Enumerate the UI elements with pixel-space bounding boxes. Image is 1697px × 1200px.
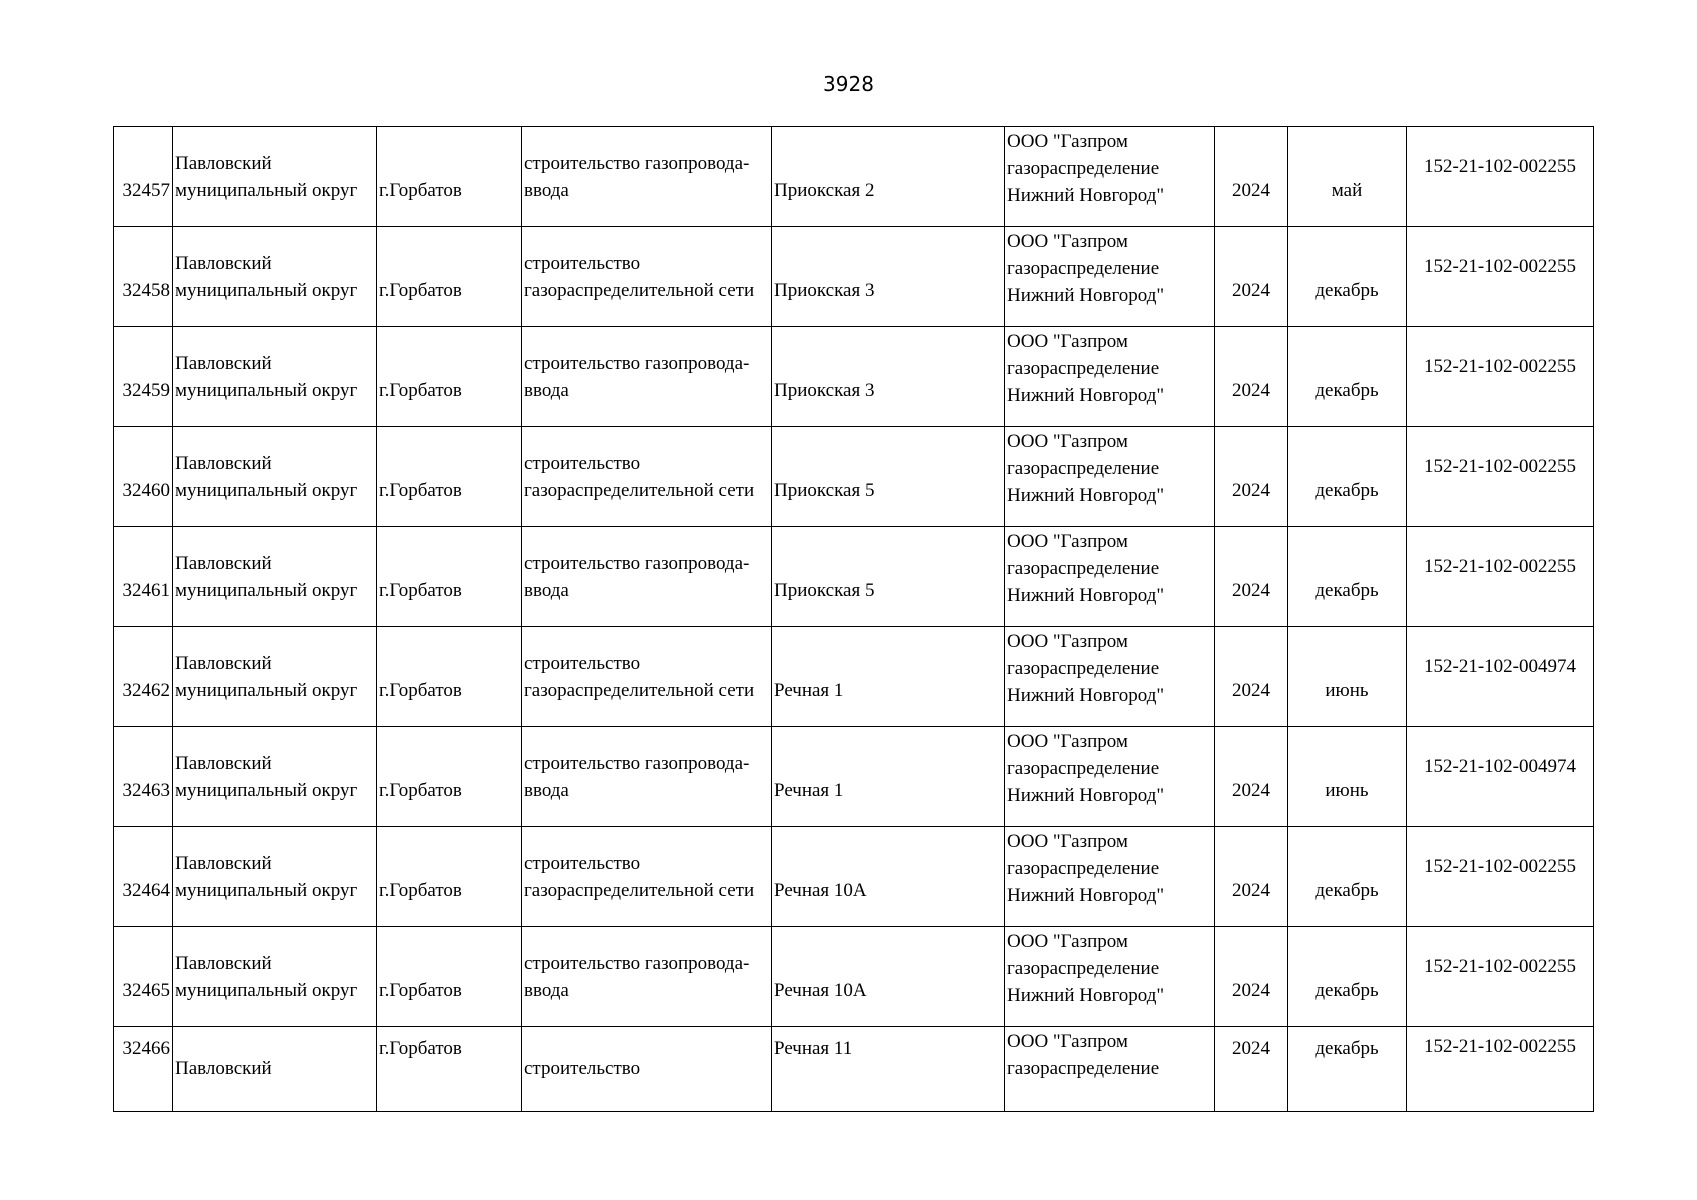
cell-line: муниципальный округ [175,180,358,201]
work-type-cell [522,627,772,727]
district-cell [173,1027,377,1112]
cell-line: Павловский [175,853,272,874]
cell-line: ООО "Газпром [1007,931,1128,952]
month-cell: декабрь [1288,327,1407,427]
work-type-cell [522,327,772,427]
street-cell: Приокская 5 [772,527,1005,627]
district-cell [173,827,377,927]
row-number: 32465 [114,927,173,1027]
cell-line: строительство [524,453,641,474]
street-cell: Речная 10А [772,827,1005,927]
cell-line: Нижний Новгород" [1007,185,1165,206]
code-cell: 152-21-102-004974 [1407,627,1594,727]
cell-line: ООО "Газпром [1007,231,1128,252]
cell-line: Нижний Новгород" [1007,285,1165,306]
table-row [114,327,1594,427]
row-number: 32463 [114,727,173,827]
locality-cell: г.Горбатов [377,527,522,627]
row-number: 32458 [114,227,173,327]
table-row [114,427,1594,527]
cell-line: муниципальный округ [175,380,358,401]
work-type-cell [522,1027,772,1112]
cell-line: муниципальный округ [175,580,358,601]
district-cell [173,927,377,1027]
cell-line: Павловский [175,253,272,274]
cell-line: Нижний Новгород" [1007,785,1165,806]
street-cell: Речная 11 [772,1027,1005,1112]
cell-line: Павловский [175,653,272,674]
locality-cell: г.Горбатов [377,927,522,1027]
locality-cell: г.Горбатов [377,327,522,427]
work-type-cell [522,927,772,1027]
code-cell: 152-21-102-002255 [1407,327,1594,427]
cell-line: газораспределение [1007,558,1160,579]
code-cell: 152-21-102-004974 [1407,727,1594,827]
cell-line: Павловский [175,453,272,474]
cell-line: ООО "Газпром [1007,531,1128,552]
row-number: 32464 [114,827,173,927]
table-row [114,227,1594,327]
cell-line: ввода [524,380,569,401]
cell-line: муниципальный округ [175,780,358,801]
street-cell: Речная 10А [772,927,1005,1027]
year-cell: 2024 [1215,927,1288,1027]
code-cell: 152-21-102-002255 [1407,927,1594,1027]
street-cell: Приокская 2 [772,127,1005,227]
year-cell: 2024 [1215,727,1288,827]
district-cell [173,527,377,627]
month-cell: июнь [1288,727,1407,827]
street-cell: Приокская 5 [772,427,1005,527]
organization-cell [1005,1027,1215,1112]
cell-line: газораспределительной сети [524,680,755,701]
district-cell [173,427,377,527]
table-row [114,927,1594,1027]
work-type-cell [522,427,772,527]
organization-cell [1005,327,1215,427]
cell-line: Нижний Новгород" [1007,585,1165,606]
month-cell: декабрь [1288,827,1407,927]
cell-line: газораспределительной сети [524,880,755,901]
table-row [114,627,1594,727]
district-cell [173,227,377,327]
work-type-cell [522,827,772,927]
street-cell: Речная 1 [772,727,1005,827]
cell-line: Павловский [175,953,272,974]
cell-line: газораспределение [1007,158,1160,179]
cell-line: строительство [524,253,641,274]
cell-line: строительство газопровода- [524,153,750,174]
year-cell: 2024 [1215,127,1288,227]
cell-line: строительство газопровода- [524,953,750,974]
locality-cell: г.Горбатов [377,127,522,227]
cell-line: Павловский [175,553,272,574]
cell-line: газораспределение [1007,1058,1160,1079]
month-cell: декабрь [1288,427,1407,527]
locality-cell: г.Горбатов [377,1027,522,1112]
year-cell: 2024 [1215,327,1288,427]
code-cell: 152-21-102-002255 [1407,827,1594,927]
row-number: 32460 [114,427,173,527]
month-cell: декабрь [1288,227,1407,327]
year-cell: 2024 [1215,627,1288,727]
month-cell: июнь [1288,627,1407,727]
locality-cell: г.Горбатов [377,227,522,327]
organization-cell [1005,427,1215,527]
year-cell: 2024 [1215,227,1288,327]
cell-line: Нижний Новгород" [1007,685,1165,706]
cell-line: газораспределение [1007,658,1160,679]
cell-line: ООО "Газпром [1007,731,1128,752]
cell-line: ООО "Газпром [1007,331,1128,352]
cell-line: муниципальный округ [175,480,358,501]
organization-cell [1005,127,1215,227]
year-cell: 2024 [1215,827,1288,927]
cell-line: газораспределение [1007,858,1160,879]
cell-line: Нижний Новгород" [1007,885,1165,906]
row-number: 32462 [114,627,173,727]
table-row [114,127,1594,227]
cell-line: Павловский [175,153,272,174]
cell-line: ввода [524,780,569,801]
locality-cell: г.Горбатов [377,427,522,527]
table-row [114,527,1594,627]
street-cell: Приокская 3 [772,227,1005,327]
cell-line: газораспределительной сети [524,480,755,501]
cell-line: Павловский [175,353,272,374]
cell-line: строительство [524,1058,641,1079]
work-type-cell [522,727,772,827]
table-row-partial [114,1027,1594,1112]
locality-cell: г.Горбатов [377,727,522,827]
district-cell [173,127,377,227]
row-number: 32466 [114,1027,173,1112]
code-cell: 152-21-102-002255 [1407,527,1594,627]
cell-line: строительство газопровода- [524,353,750,374]
cell-line: газораспределение [1007,758,1160,779]
cell-line: ООО "Газпром [1007,831,1128,852]
cell-line: ввода [524,580,569,601]
cell-line: муниципальный округ [175,880,358,901]
work-type-cell [522,127,772,227]
code-cell: 152-21-102-002255 [1407,227,1594,327]
cell-line: строительство [524,653,641,674]
cell-line: муниципальный округ [175,980,358,1001]
row-number: 32461 [114,527,173,627]
table-row [114,727,1594,827]
cell-line: газораспределительной сети [524,280,755,301]
cell-line: Нижний Новгород" [1007,485,1165,506]
cell-line: газораспределение [1007,258,1160,279]
locality-cell: г.Горбатов [377,827,522,927]
cell-line: Нижний Новгород" [1007,985,1165,1006]
district-cell [173,627,377,727]
organization-cell [1005,627,1215,727]
cell-line: газораспределение [1007,958,1160,979]
table-row [114,827,1594,927]
cell-line: строительство газопровода- [524,753,750,774]
month-cell: декабрь [1288,527,1407,627]
cell-line: муниципальный округ [175,680,358,701]
year-cell: 2024 [1215,527,1288,627]
cell-line: газораспределение [1007,358,1160,379]
month-cell: декабрь [1288,927,1407,1027]
month-cell: декабрь [1288,1027,1407,1112]
district-cell [173,727,377,827]
cell-line: ввода [524,180,569,201]
cell-line: муниципальный округ [175,280,358,301]
row-number: 32457 [114,127,173,227]
street-cell: Речная 1 [772,627,1005,727]
organization-cell [1005,827,1215,927]
cell-line: ввода [524,980,569,1001]
work-type-cell [522,227,772,327]
cell-line: ООО "Газпром [1007,631,1128,652]
code-cell: 152-21-102-002255 [1407,427,1594,527]
page-number: 3928 [823,72,874,96]
year-cell: 2024 [1215,1027,1288,1112]
cell-line: ООО "Газпром [1007,1031,1128,1052]
code-cell: 152-21-102-002255 [1407,1027,1594,1112]
organization-cell [1005,227,1215,327]
cell-line: Павловский [175,753,272,774]
month-cell: май [1288,127,1407,227]
cell-line: строительство газопровода- [524,553,750,574]
cell-line: Павловский [175,1058,272,1079]
cell-line: строительство [524,853,641,874]
street-cell: Приокская 3 [772,327,1005,427]
cell-line: Нижний Новгород" [1007,385,1165,406]
cell-line: ООО "Газпром [1007,431,1128,452]
code-cell: 152-21-102-002255 [1407,127,1594,227]
work-type-cell [522,527,772,627]
organization-cell [1005,527,1215,627]
row-number: 32459 [114,327,173,427]
cell-line: ООО "Газпром [1007,131,1128,152]
year-cell: 2024 [1215,427,1288,527]
registry-table [113,126,1594,1112]
district-cell [173,327,377,427]
organization-cell [1005,927,1215,1027]
locality-cell: г.Горбатов [377,627,522,727]
table-body [114,127,1594,1112]
cell-line: газораспределение [1007,458,1160,479]
organization-cell [1005,727,1215,827]
